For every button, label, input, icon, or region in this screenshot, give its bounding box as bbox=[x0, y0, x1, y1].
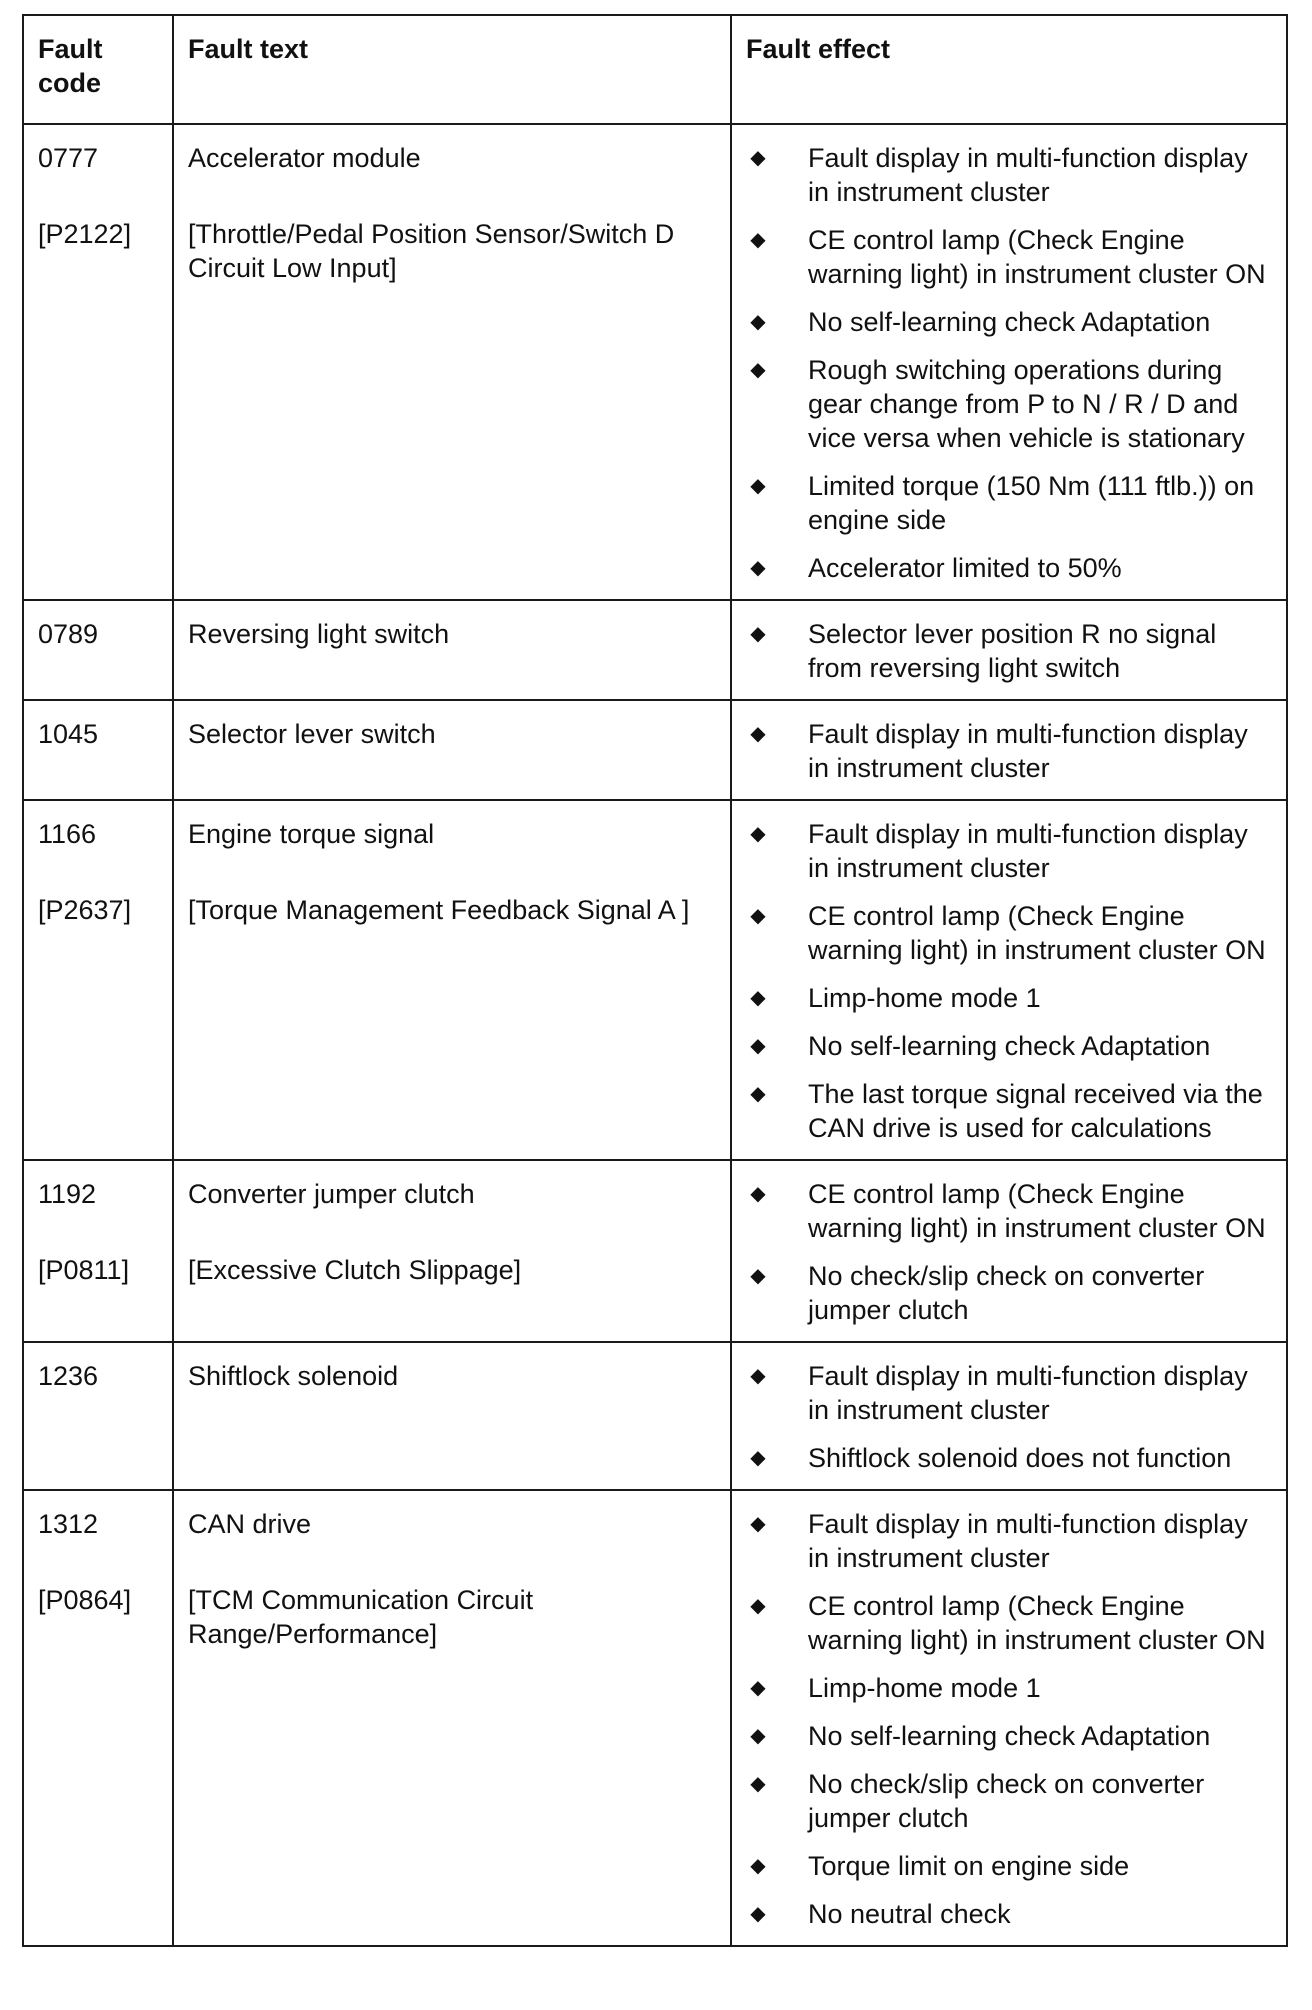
fault-code: 1192 bbox=[38, 1179, 97, 1209]
fault-effect-cell bbox=[731, 1490, 1287, 1946]
fault-effect-text: CE control lamp (Check Engine warning light) in instrument cluster ON bbox=[808, 1179, 1266, 1243]
table-row bbox=[23, 124, 1287, 600]
table-row bbox=[23, 1490, 1287, 1946]
fault-effect-text: CE control lamp (Check Engine warning light) in instrument cluster ON bbox=[808, 225, 1266, 289]
fault-text: Converter jumper clutch bbox=[188, 1179, 475, 1209]
fault-description: [TCM Communication Circuit Range/Performance] bbox=[188, 1585, 534, 1649]
fault-effect-list bbox=[746, 141, 1272, 585]
diamond-bullet-icon: ◆ bbox=[750, 475, 766, 497]
fault-effect-text: No neutral check bbox=[808, 1899, 1011, 1929]
fault-effect-text: CE control lamp (Check Engine warning light) in instrument cluster ON bbox=[808, 1591, 1266, 1655]
header-row bbox=[23, 15, 1287, 124]
fault-code: 1166 bbox=[38, 819, 97, 849]
fault-effect-item bbox=[746, 717, 1272, 785]
fault-effect-item bbox=[746, 1897, 1272, 1931]
fault-text: Shiftlock solenoid bbox=[188, 1361, 399, 1391]
table-row bbox=[23, 600, 1287, 700]
diamond-bullet-icon: ◆ bbox=[750, 1725, 766, 1747]
fault-text-cell bbox=[173, 1490, 731, 1946]
fault-code-cell bbox=[23, 700, 173, 800]
table-row bbox=[23, 1342, 1287, 1490]
fault-effect-text: No self-learning check Adaptation bbox=[808, 1721, 1211, 1751]
diamond-bullet-icon: ◆ bbox=[750, 1183, 766, 1205]
obd-code: [P0864] bbox=[38, 1585, 132, 1615]
fault-effect-item bbox=[746, 1441, 1272, 1475]
diamond-bullet-icon: ◆ bbox=[750, 623, 766, 645]
fault-text-cell bbox=[173, 800, 731, 1160]
fault-effect-text: No self-learning check Adaptation bbox=[808, 1031, 1211, 1061]
fault-text-cell bbox=[173, 700, 731, 800]
diamond-bullet-icon: ◆ bbox=[750, 557, 766, 579]
fault-text: Engine torque signal bbox=[188, 819, 435, 849]
fault-effect-item bbox=[746, 353, 1272, 455]
diamond-bullet-icon: ◆ bbox=[750, 1035, 766, 1057]
fault-effect-item bbox=[746, 1507, 1272, 1575]
diamond-bullet-icon: ◆ bbox=[750, 723, 766, 745]
fault-effect-text: Fault display in multi-function display in instrument cluster bbox=[808, 719, 1248, 783]
header-fault-code-line2: code bbox=[38, 68, 102, 98]
fault-effect-list bbox=[746, 617, 1272, 685]
table-row bbox=[23, 700, 1287, 800]
fault-effect-list bbox=[746, 1507, 1272, 1931]
fault-effect-cell bbox=[731, 600, 1287, 700]
fault-effect-item bbox=[746, 981, 1272, 1015]
fault-effect-text: CE control lamp (Check Engine warning light) in instrument cluster ON bbox=[808, 901, 1266, 965]
fault-effect-text: Fault display in multi-function display in instrument cluster bbox=[808, 1361, 1248, 1425]
fault-effect-cell bbox=[731, 124, 1287, 600]
fault-effect-list bbox=[746, 717, 1272, 785]
fault-code: 1045 bbox=[38, 719, 99, 749]
diamond-bullet-icon: ◆ bbox=[750, 147, 766, 169]
fault-effect-text: Limp-home mode 1 bbox=[808, 983, 1041, 1013]
fault-text-cell bbox=[173, 1342, 731, 1490]
fault-effect-item bbox=[746, 1177, 1272, 1245]
fault-effect-text: Accelerator limited to 50% bbox=[808, 553, 1122, 583]
table-row bbox=[23, 1160, 1287, 1342]
table-header bbox=[23, 15, 1287, 124]
fault-effect-item bbox=[746, 223, 1272, 291]
diamond-bullet-icon: ◆ bbox=[750, 359, 766, 381]
diamond-bullet-icon: ◆ bbox=[750, 1595, 766, 1617]
header-fault-code bbox=[23, 15, 173, 124]
diamond-bullet-icon: ◆ bbox=[750, 987, 766, 1009]
fault-text-cell bbox=[173, 600, 731, 700]
fault-text: Reversing light switch bbox=[188, 619, 450, 649]
diamond-bullet-icon: ◆ bbox=[750, 1773, 766, 1795]
fault-effect-item bbox=[746, 1767, 1272, 1835]
fault-code: 0789 bbox=[38, 619, 99, 649]
fault-code: 1312 bbox=[38, 1509, 99, 1539]
diamond-bullet-icon: ◆ bbox=[750, 1447, 766, 1469]
fault-effect-text: Limited torque (150 Nm (111 ftlb.)) on engine side bbox=[808, 471, 1255, 535]
fault-effect-item bbox=[746, 1671, 1272, 1705]
header-fault-effect: Fault effect bbox=[731, 15, 1287, 124]
fault-effect-list bbox=[746, 817, 1272, 1145]
fault-description: [Torque Management Feedback Signal A ] bbox=[188, 895, 690, 925]
fault-effect-text: Rough switching operations during gear change from P to N / R / D and vice versa when vehicle is stationary bbox=[808, 355, 1245, 453]
fault-effect-item bbox=[746, 469, 1272, 537]
fault-text: CAN drive bbox=[188, 1509, 312, 1539]
obd-code: [P2122] bbox=[38, 219, 132, 249]
fault-effect-item bbox=[746, 1719, 1272, 1753]
obd-code: [P2637] bbox=[38, 895, 132, 925]
fault-effect-text: Fault display in multi-function display in instrument cluster bbox=[808, 819, 1248, 883]
fault-effect-item bbox=[746, 1077, 1272, 1145]
diamond-bullet-icon: ◆ bbox=[750, 229, 766, 251]
fault-code: 0777 bbox=[38, 143, 99, 173]
fault-effect-cell bbox=[731, 1342, 1287, 1490]
fault-text-cell bbox=[173, 1160, 731, 1342]
table-row bbox=[23, 800, 1287, 1160]
fault-effect-cell bbox=[731, 1160, 1287, 1342]
fault-code-cell bbox=[23, 1160, 173, 1342]
fault-description: [Excessive Clutch Slippage] bbox=[188, 1255, 522, 1285]
fault-effect-text: No check/slip check on converter jumper clutch bbox=[808, 1769, 1205, 1833]
diamond-bullet-icon: ◆ bbox=[750, 1365, 766, 1387]
diamond-bullet-icon: ◆ bbox=[750, 1677, 766, 1699]
fault-effect-item bbox=[746, 817, 1272, 885]
fault-effect-text: Shiftlock solenoid does not function bbox=[808, 1443, 1232, 1473]
diamond-bullet-icon: ◆ bbox=[750, 311, 766, 333]
diamond-bullet-icon: ◆ bbox=[750, 1265, 766, 1287]
diamond-bullet-icon: ◆ bbox=[750, 1513, 766, 1535]
diamond-bullet-icon: ◆ bbox=[750, 1083, 766, 1105]
diamond-bullet-icon: ◆ bbox=[750, 823, 766, 845]
fault-effect-text: No self-learning check Adaptation bbox=[808, 307, 1211, 337]
fault-effect-text: Fault display in multi-function display in instrument cluster bbox=[808, 143, 1248, 207]
fault-table bbox=[22, 14, 1288, 1947]
table-body bbox=[23, 124, 1287, 1946]
fault-effect-item bbox=[746, 305, 1272, 339]
fault-description: [Throttle/Pedal Position Sensor/Switch D Circuit Low Input] bbox=[188, 219, 675, 283]
fault-code: 1236 bbox=[38, 1361, 99, 1391]
fault-code-cell bbox=[23, 800, 173, 1160]
diamond-bullet-icon: ◆ bbox=[750, 1903, 766, 1925]
fault-text-cell bbox=[173, 124, 731, 600]
fault-effect-item bbox=[746, 1259, 1272, 1327]
fault-code-cell bbox=[23, 124, 173, 600]
fault-effect-text: Limp-home mode 1 bbox=[808, 1673, 1041, 1703]
fault-effect-text: The last torque signal received via the CAN drive is used for calculations bbox=[808, 1079, 1263, 1143]
fault-effect-item bbox=[746, 1589, 1272, 1657]
fault-effect-cell bbox=[731, 700, 1287, 800]
fault-code-cell bbox=[23, 1342, 173, 1490]
fault-effect-item bbox=[746, 1029, 1272, 1063]
obd-code: [P0811] bbox=[38, 1255, 130, 1285]
header-fault-text: Fault text bbox=[173, 15, 731, 124]
fault-code-cell bbox=[23, 1490, 173, 1946]
fault-effect-text: Torque limit on engine side bbox=[808, 1851, 1130, 1881]
fault-effect-list bbox=[746, 1359, 1272, 1475]
fault-effect-item bbox=[746, 141, 1272, 209]
fault-effect-list bbox=[746, 1177, 1272, 1327]
fault-effect-text: No check/slip check on converter jumper clutch bbox=[808, 1261, 1205, 1325]
fault-effect-text: Fault display in multi-function display in instrument cluster bbox=[808, 1509, 1248, 1573]
fault-effect-text: Selector lever position R no signal from reversing light switch bbox=[808, 619, 1217, 683]
fault-effect-item bbox=[746, 551, 1272, 585]
fault-effect-item bbox=[746, 1359, 1272, 1427]
fault-effect-item bbox=[746, 1849, 1272, 1883]
diamond-bullet-icon: ◆ bbox=[750, 905, 766, 927]
fault-effect-item bbox=[746, 899, 1272, 967]
fault-code-cell bbox=[23, 600, 173, 700]
fault-effect-cell bbox=[731, 800, 1287, 1160]
fault-effect-item bbox=[746, 617, 1272, 685]
fault-text: Selector lever switch bbox=[188, 719, 436, 749]
diamond-bullet-icon: ◆ bbox=[750, 1855, 766, 1877]
fault-text: Accelerator module bbox=[188, 143, 421, 173]
header-fault-code-line1: Fault bbox=[38, 34, 103, 64]
